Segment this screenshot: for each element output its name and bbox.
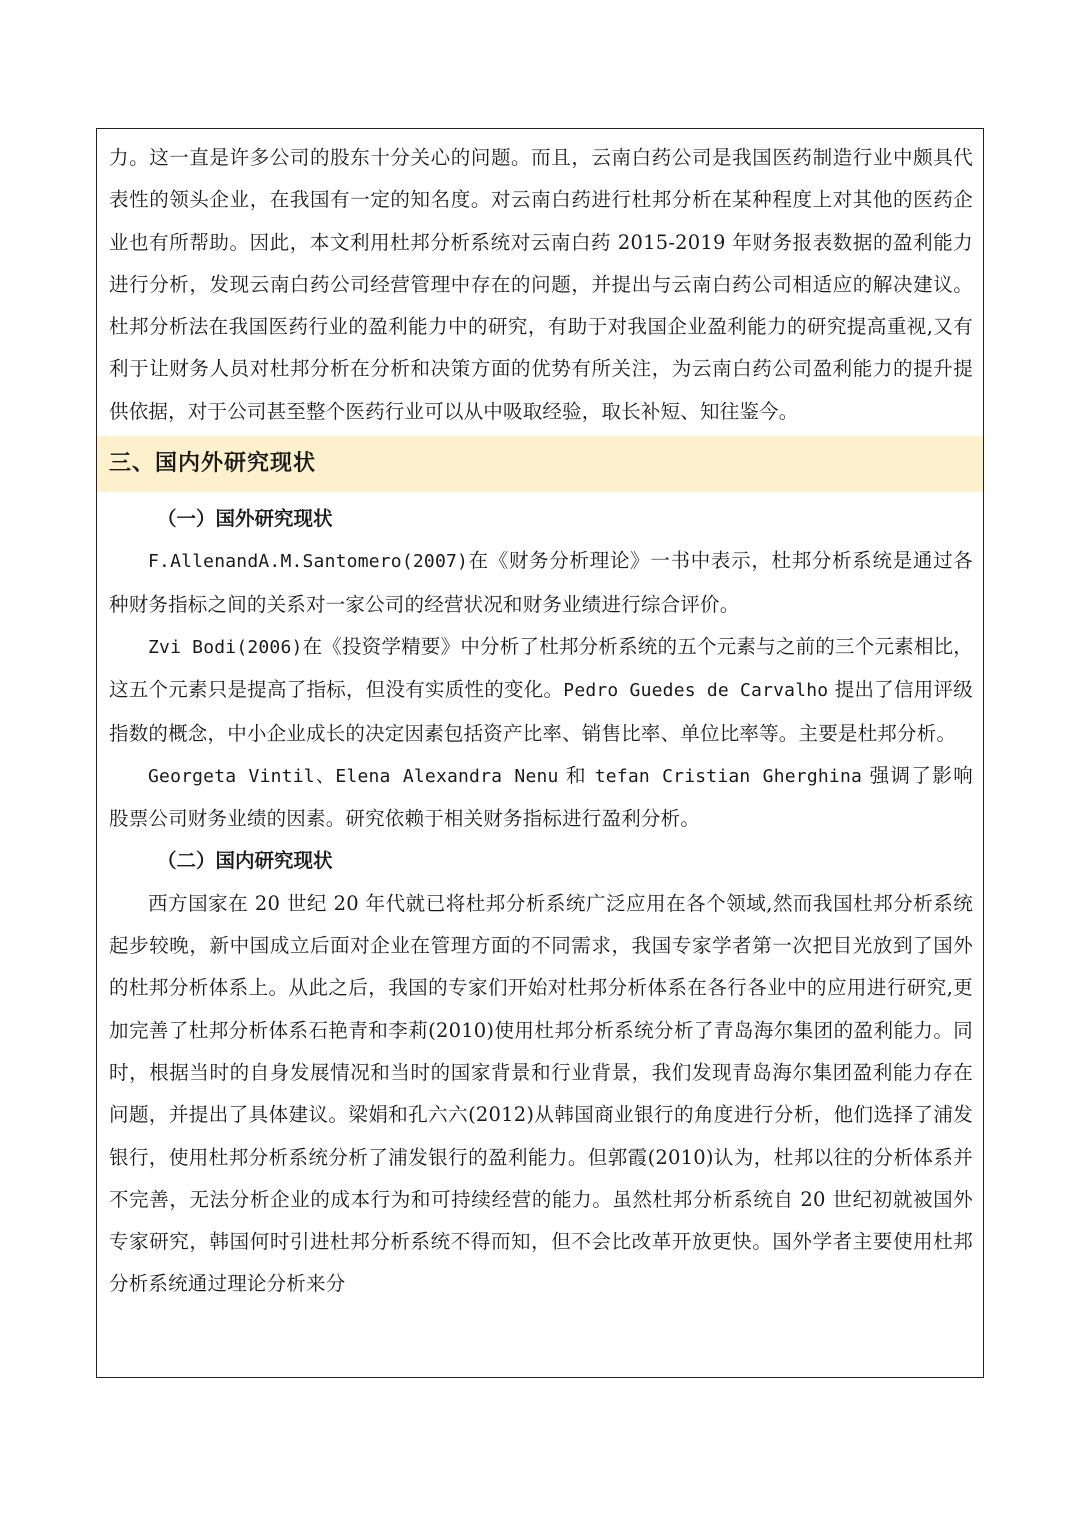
foreign-paragraph-3-text: 强调了影响股票公司财务业绩的因素。研究依赖于相关财务指标进行盈利分析。	[109, 763, 973, 831]
foreign-paragraph-3	[109, 755, 973, 841]
foreign-paragraph-2	[109, 626, 973, 755]
foreign-paragraph-1	[109, 540, 973, 626]
foreign-paragraph-1-text: 在《财务分析理论》一书中表示，杜邦分析系统是通过各种财务指标之间的关系对一家公司的经营状况和财务业绩进行综合评价。	[109, 549, 973, 616]
domestic-paragraph: 西方国家在 20 世纪 20 年代就已将杜邦分析系统广泛应用在各个领域,然而我国杜邦分析系统起步较晚，新中国成立后面对企业在管理方面的不同需求，我国专家学者第一次把目光放到了国外的杜邦分析体系上。从此之后，我国的专家们开始对杜邦分析体系在各行各业中的应用进行研究,更加完善了杜邦分析体系石艳青和李莉(2010)使用杜邦分析系统分析了青岛海尔集团的盈利能力。同时，根据当时的自身发展情况和当时的国家背景和行业背景，我们发现青岛海尔集团盈利能力存在问题，并提出了具体建议。梁娟和孔六六(2012)从韩国商业银行的角度进行分析，他们选择了浦发银行，使用杜邦分析系统分析了浦发银行的盈利能力。但郭霞(2010)认为，杜邦以往的分析体系并不完善，无法分析企业的成本行为和可持续经营的能力。虽然杜邦分析系统自 20 世纪初就被国外专家研究，韩国何时引进杜邦分析系统不得而知，但不会比改革开放更快。国外学者主要使用杜邦分析系统通过理论分析来分	[109, 891, 973, 1296]
citation-gherghina: tefan Cristian Gherghina	[594, 765, 863, 787]
citation-allen-santomero: F.AllenandA.M.Santomero(2007)	[148, 551, 469, 573]
foreign-paragraph-3-and: 和	[558, 763, 595, 787]
document-body	[97, 129, 983, 1306]
intro-paragraph: 力。这一直是许多公司的股东十分关心的问题。而且，云南白药公司是我国医药制造行业中颇具代表性的领头企业，在我国有一定的知名度。对云南白药进行杜邦分析在某种程度上对其他的医药企业也有所帮助。因此，本文利用杜邦分析系统对云南白药 2015-2019 年财务报表数据的盈利能力进行分析，发现云南白药公司经营管理中存在的问题，并提出与云南白药公司相适应的解决建议。杜邦分析法在我国医药行业的盈利能力中的研究，有助于对我国企业盈利能力的研究提高重视,又有利于让财务人员对杜邦分析在分析和决策方面的优势有所关注，为云南白药公司盈利能力的提升提供依据，对于公司甚至整个医药行业可以从中吸取经验，取长补短、知往鉴今。	[109, 146, 973, 423]
section-heading: 三、国内外研究现状	[97, 436, 983, 492]
citation-zvi-bodi: Zvi Bodi(2006)	[148, 636, 303, 658]
subsection-heading-foreign: （一）国外研究现状	[157, 507, 333, 531]
foreign-paragraph-2-text-a: 在《投资学精要》中分析了杜邦分析系统的五个元素与之前的三个元素相比，这五个元素只是提高了指标，但没有实质性的变化。	[109, 634, 973, 702]
document-frame	[96, 128, 984, 1378]
foreign-paragraph-2-text-b: 提出了信用评级指数的概念，中小企业成长的决定因素包括资产比率、销售比率、单位比率等。主要是杜邦分析。	[109, 678, 973, 745]
citation-vintil-nenu: Georgeta Vintil、Elena Alexandra Nenu	[148, 765, 559, 787]
subsection-heading-domestic: （二）国内研究现状	[157, 849, 333, 873]
citation-pedro-carvalho: Pedro Guedes de Carvalho	[563, 680, 829, 702]
